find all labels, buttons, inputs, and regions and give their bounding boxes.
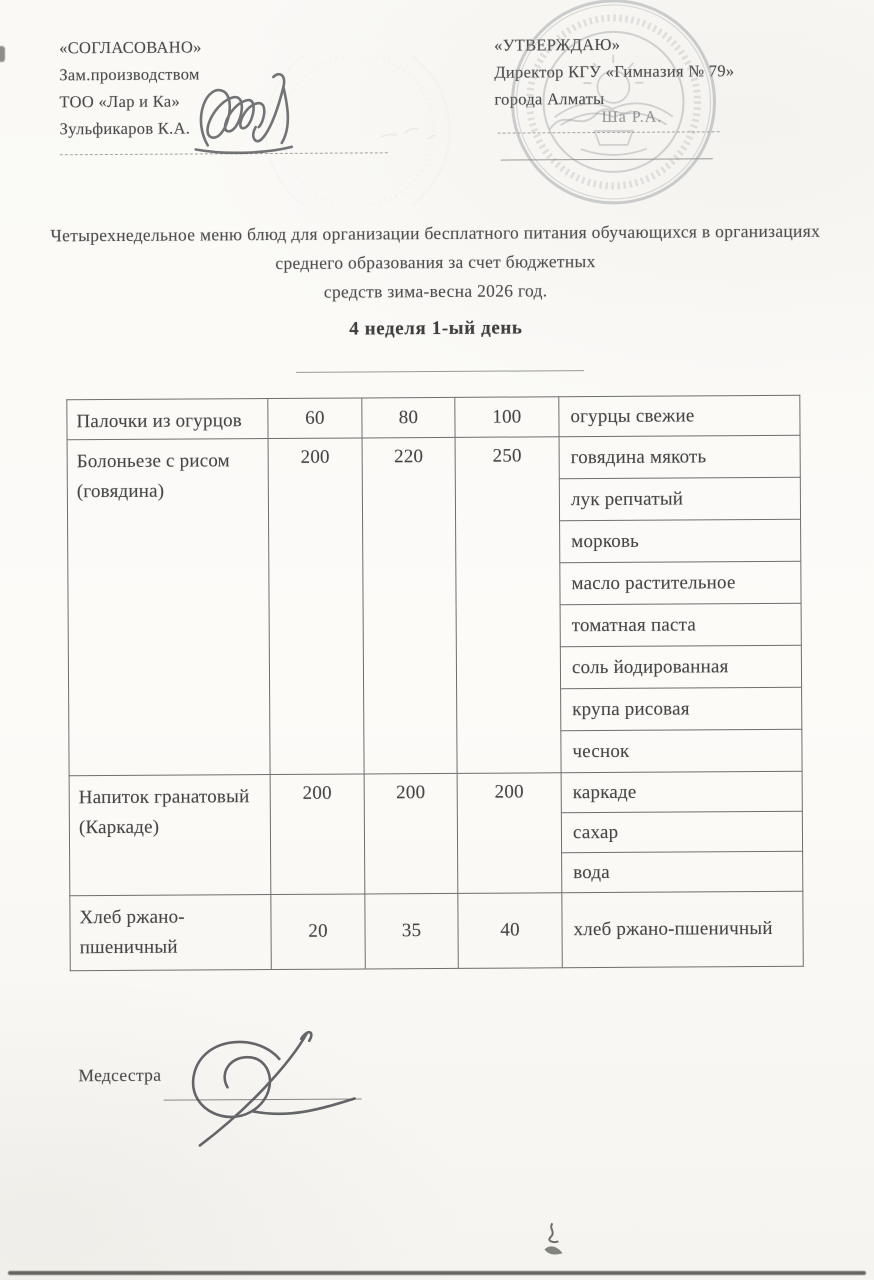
- ingredient-cell: огурцы свежие: [559, 395, 800, 436]
- portion-cell: 200: [457, 773, 562, 894]
- ingredient-cell: говядина мякоть: [559, 435, 800, 478]
- document-title-line3: средств зима-весна 2026 год.: [323, 280, 548, 302]
- approval-block-left: [59, 33, 202, 142]
- scan-edge-artifact: [0, 46, 5, 62]
- dish-cell: Палочки из огурцов: [67, 399, 268, 440]
- dish-cell: Болоньезе с рисом (говядина): [67, 439, 270, 776]
- document-title-line2: среднего образования за счет бюджетных: [275, 251, 596, 273]
- portion-cell: 250: [455, 437, 561, 774]
- table-row: [67, 435, 800, 481]
- ingredient-cell: крупа рисовая: [561, 687, 802, 730]
- subtitle-underline: [296, 370, 584, 373]
- ingredient-cell: хлеб ржано-пшеничный: [562, 891, 803, 967]
- ingredient-cell: чеснок: [561, 729, 802, 772]
- portion-cell: 200: [270, 774, 365, 895]
- ingredient-cell: лук репчатый: [559, 477, 800, 520]
- portion-cell: 100: [455, 397, 559, 438]
- director-signature-name: Ша Р.А.: [601, 108, 663, 126]
- table-row: [70, 891, 803, 970]
- portion-cell: 220: [362, 437, 457, 774]
- table-row: [67, 395, 800, 439]
- ingredient-cell: вода: [562, 851, 803, 892]
- ingredient-cell: томатная паста: [560, 603, 801, 646]
- ingredient-cell: сахар: [561, 811, 802, 852]
- ingredient-cell: масло растительное: [560, 561, 801, 604]
- signature-right-icon: [545, 99, 635, 140]
- portion-cell: 200: [364, 773, 458, 894]
- approval-left-line1: Зам.производством: [59, 64, 200, 85]
- portion-cell: 40: [458, 893, 562, 969]
- menu-table-body: [67, 395, 803, 970]
- approval-left-line3: Зульфикаров К.А.: [59, 118, 191, 139]
- approval-right-line1: Директор КГУ «Гимназия № 79»: [494, 61, 735, 82]
- approval-left-title: «СОГЛАСОВАНО»: [59, 37, 202, 58]
- ingredient-cell: каркаде: [561, 771, 802, 812]
- approval-left-line2: ТОО «Лар и Ка»: [59, 91, 181, 112]
- nurse-signature-icon: [149, 1026, 365, 1152]
- portion-cell: 80: [362, 397, 455, 438]
- ingredient-cell: морковь: [560, 519, 801, 562]
- menu-table: [66, 395, 803, 971]
- document-title: [0, 216, 873, 308]
- approval-right-title: «УТВЕРЖДАЮ»: [494, 34, 621, 55]
- dish-cell: Хлеб ржано-пшеничный: [70, 895, 271, 971]
- portion-cell: 35: [365, 893, 458, 969]
- portion-cell: 200: [268, 438, 364, 775]
- approval-right-line2: города Алматы: [494, 88, 605, 109]
- table-row: [69, 771, 802, 815]
- portion-cell: 60: [268, 398, 362, 439]
- week-day-subtitle: 4 неделя 1-ый день: [349, 317, 523, 340]
- ingredient-cell: соль йодированная: [560, 645, 801, 688]
- signature-left-icon: [187, 69, 323, 168]
- dish-cell: Напиток гранатовый (Каркаде): [69, 775, 271, 896]
- nurse-label: Медсестра: [78, 1064, 162, 1086]
- scan-bottom-edge: [8, 1271, 866, 1275]
- portion-cell: 20: [271, 894, 365, 970]
- ink-smudge-icon: [536, 1219, 566, 1259]
- document-title-line1: Четырехнедельное меню блюд для организации бесплатного питания обучающихся в организациях: [50, 220, 821, 246]
